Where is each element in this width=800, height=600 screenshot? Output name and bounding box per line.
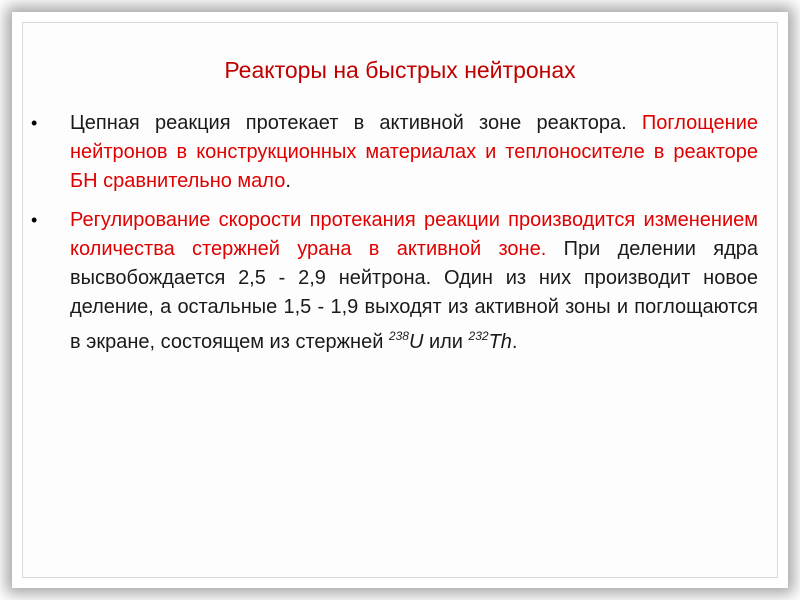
bullet-text: Цепная реакция протекает в активной зоне реактора. xyxy=(70,112,642,134)
isotope-mass: 238 xyxy=(388,329,409,343)
isotope-symbol: Th xyxy=(488,331,512,353)
bullet-text: При делении ядра высвобождается 2,5 - 2,9 нейтрона. Один из них производит новое деление, а остальные 1,5 - 1,9 выходят из активной зоны и поглощаются в экране, состоящем из стержней xyxy=(70,238,758,353)
slide xyxy=(22,22,778,578)
isotope-symbol: U xyxy=(408,331,424,353)
isotope-mass: 232 xyxy=(468,329,489,343)
isotope-uranium xyxy=(389,331,423,353)
bullet-list xyxy=(31,109,758,357)
bullet-dot-icon: • xyxy=(31,210,38,230)
bullet-item-1 xyxy=(31,109,758,196)
bullet-dot-icon: • xyxy=(31,113,38,133)
bullet-text: или xyxy=(423,331,469,353)
bullet-item-2 xyxy=(31,206,758,357)
bullet-text: . xyxy=(285,170,291,192)
bullet-highlight-text: Поглощение нейтронов в конструкционных материалах и теплоносителе в реакторе БН сравнительно мало xyxy=(70,112,758,192)
bullet-highlight-text: Регулирование скорости протекания реакции производится изменением количества стержней урана в активной зоне. xyxy=(70,209,758,260)
bullet-text: . xyxy=(511,331,518,353)
isotope-thorium xyxy=(469,331,512,353)
slide-title: Реакторы на быстрых нейтронах xyxy=(224,57,576,83)
